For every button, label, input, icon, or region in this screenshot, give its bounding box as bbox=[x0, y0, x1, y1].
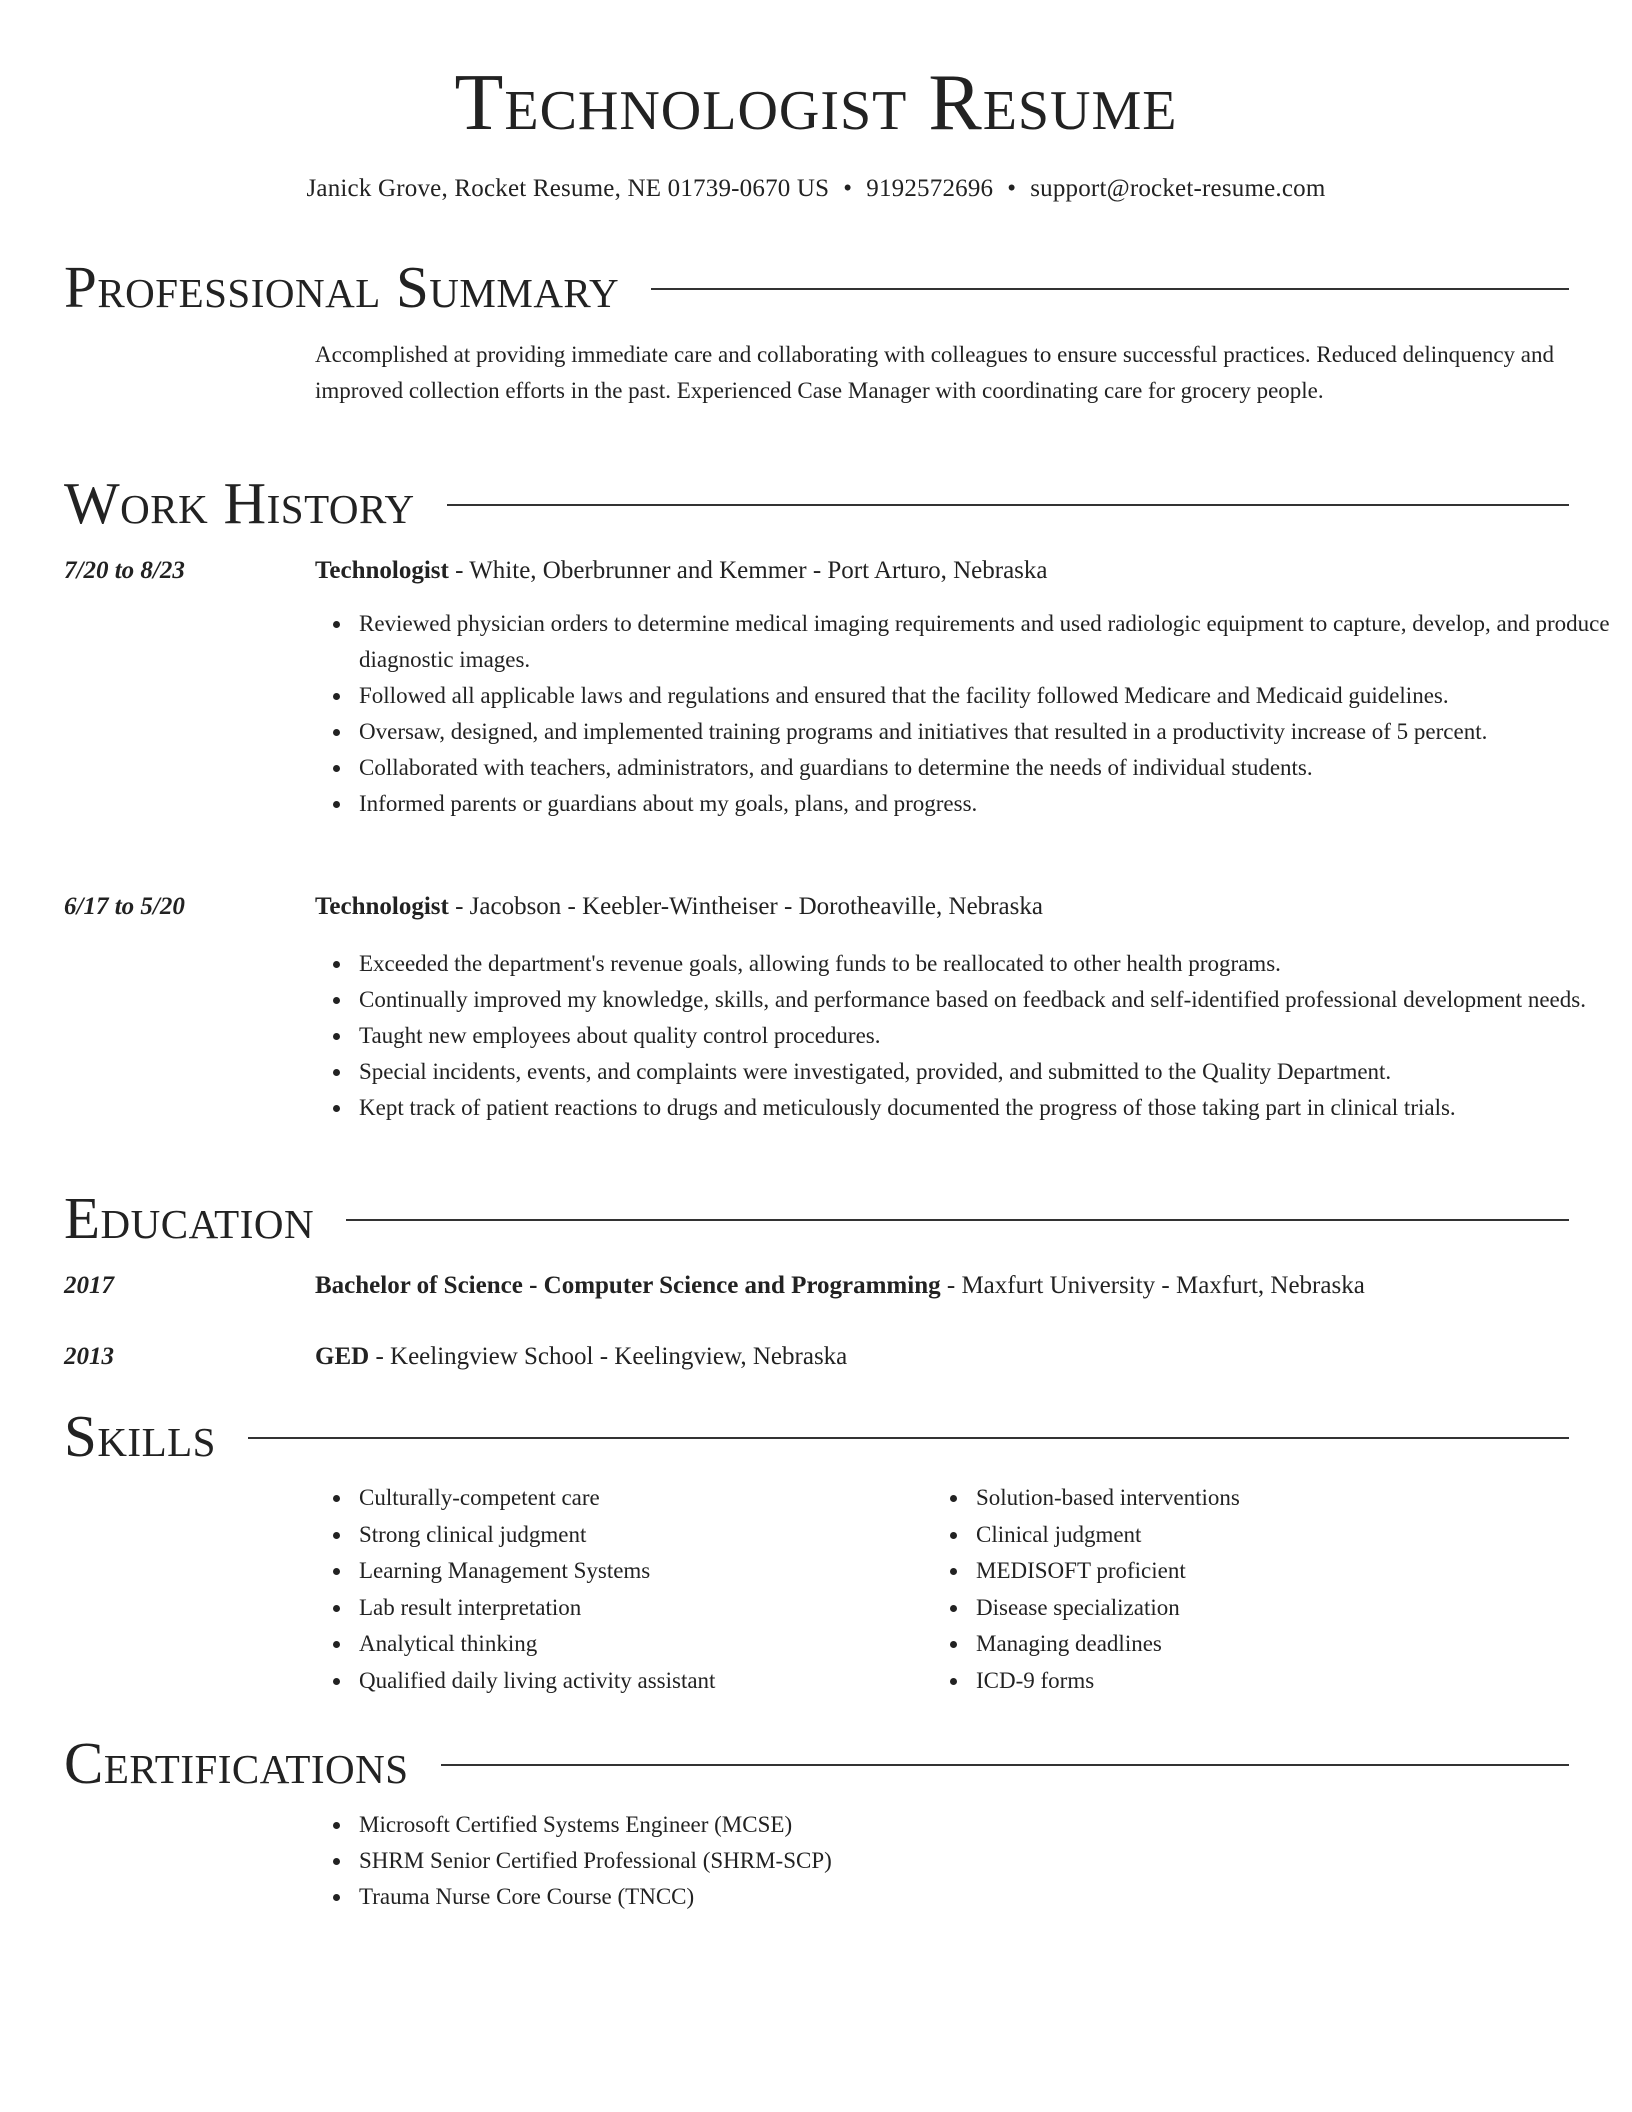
job-heading bbox=[315, 556, 1570, 586]
work-history-heading: Work History bbox=[64, 470, 415, 536]
job-bullet: Informed parents or guardians about my goals, plans, and progress. bbox=[359, 786, 1619, 822]
job-bullet: Collaborated with teachers, administrators, and guardians to determine the needs of individual students. bbox=[359, 750, 1619, 786]
education-school: - Keelingview School - Keelingview, Nebraska bbox=[369, 1343, 848, 1370]
section-divider bbox=[441, 1764, 1569, 1766]
job-bullet: Reviewed physician orders to determine medical imaging requirements and used radiologic equipment to capture, develop, and produce diagnostic images. bbox=[359, 606, 1619, 678]
certification-item: Microsoft Certified Systems Engineer (MCSE) bbox=[359, 1807, 1619, 1843]
job-bullet: Taught new employees about quality control procedures. bbox=[359, 1018, 1619, 1054]
job-bullets bbox=[315, 946, 1619, 1126]
contact-line bbox=[0, 174, 1632, 204]
job-employer: - White, Oberbrunner and Kemmer - Port Arturo, Nebraska bbox=[448, 557, 1048, 584]
education-year: 2013 bbox=[64, 1343, 114, 1370]
contact-phone: 9192572696 bbox=[866, 175, 994, 202]
education-section-header bbox=[64, 1186, 1569, 1250]
education-entry bbox=[315, 1271, 1570, 1301]
section-divider bbox=[651, 288, 1569, 290]
job-employer: - Jacobson - Keebler-Wintheiser - Dorotheaville, Nebraska bbox=[448, 893, 1043, 920]
certifications-list bbox=[315, 1807, 1619, 1915]
certification-item: Trauma Nurse Core Course (TNCC) bbox=[359, 1879, 1619, 1915]
job-bullet: Special incidents, events, and complaints were investigated, provided, and submitted to the Quality Department. bbox=[359, 1054, 1619, 1090]
skill-item: MEDISOFT proficient bbox=[976, 1553, 1536, 1590]
section-divider bbox=[346, 1219, 1569, 1221]
job-bullet: Kept track of patient reactions to drugs and meticulously documented the progress of those taking part in clinical trials. bbox=[359, 1090, 1619, 1126]
skill-item: Disease specialization bbox=[976, 1590, 1536, 1627]
summary-text: Accomplished at providing immediate care and collaborating with colleagues to ensure successful practices. Reduced delinquency and improved collection efforts in the past. Experienced Case Manager with coordinating care for grocery people. bbox=[315, 342, 1555, 403]
skills-heading: Skills bbox=[64, 1403, 216, 1469]
education-school: - Maxfurt University - Maxfurt, Nebraska bbox=[940, 1272, 1365, 1299]
education-entry bbox=[315, 1342, 1570, 1372]
certification-item: SHRM Senior Certified Professional (SHRM-SCP) bbox=[359, 1843, 1619, 1879]
section-divider bbox=[447, 504, 1569, 506]
skill-item: Lab result interpretation bbox=[359, 1590, 919, 1627]
skills-list-right bbox=[932, 1480, 1536, 1699]
job-dates: 7/20 to 8/23 bbox=[64, 557, 185, 584]
education-heading: Education bbox=[64, 1185, 315, 1251]
skills-list-left bbox=[315, 1480, 919, 1699]
education-degree: GED bbox=[315, 1343, 370, 1370]
skill-item: Strong clinical judgment bbox=[359, 1517, 919, 1554]
contact-email: support@rocket-resume.com bbox=[1030, 175, 1326, 202]
job-bullets bbox=[315, 606, 1619, 822]
summary-heading: Professional Summary bbox=[64, 254, 620, 320]
section-divider bbox=[248, 1437, 1569, 1439]
resume-title: Technologist Resume bbox=[454, 59, 1178, 147]
skill-item: Clinical judgment bbox=[976, 1517, 1536, 1554]
skills-section-header bbox=[64, 1404, 1569, 1468]
skill-item: Culturally-competent care bbox=[359, 1480, 919, 1517]
job-title: Technologist bbox=[315, 893, 449, 920]
contact-separator: • bbox=[843, 175, 853, 202]
skill-item: Qualified daily living activity assistant bbox=[359, 1663, 919, 1700]
certifications-heading: Certifications bbox=[64, 1730, 409, 1796]
job-bullet: Continually improved my knowledge, skills, and performance based on feedback and self-identified professional development needs. bbox=[359, 982, 1619, 1018]
skill-item: Managing deadlines bbox=[976, 1626, 1536, 1663]
skill-item: Solution-based interventions bbox=[976, 1480, 1536, 1517]
skill-item: ICD-9 forms bbox=[976, 1663, 1536, 1700]
summary-section-header bbox=[64, 255, 1569, 319]
job-dates: 6/17 to 5/20 bbox=[64, 893, 185, 920]
education-degree: Bachelor of Science - Computer Science and Programming bbox=[315, 1272, 941, 1299]
contact-separator: • bbox=[1007, 175, 1017, 202]
certifications-section-header bbox=[64, 1731, 1569, 1795]
job-heading bbox=[315, 892, 1570, 922]
job-bullet: Followed all applicable laws and regulations and ensured that the facility followed Medicare and Medicaid guidelines. bbox=[359, 678, 1619, 714]
skill-item: Learning Management Systems bbox=[359, 1553, 919, 1590]
job-title: Technologist bbox=[315, 557, 449, 584]
work-history-section-header bbox=[64, 471, 1569, 535]
job-bullet: Oversaw, designed, and implemented training programs and initiatives that resulted in a productivity increase of 5 percent. bbox=[359, 714, 1619, 750]
job-bullet: Exceeded the department's revenue goals, allowing funds to be reallocated to other health programs. bbox=[359, 946, 1619, 982]
skill-item: Analytical thinking bbox=[359, 1626, 919, 1663]
education-year: 2017 bbox=[64, 1272, 114, 1299]
contact-address: Janick Grove, Rocket Resume, NE 01739-0670 US bbox=[306, 175, 830, 202]
